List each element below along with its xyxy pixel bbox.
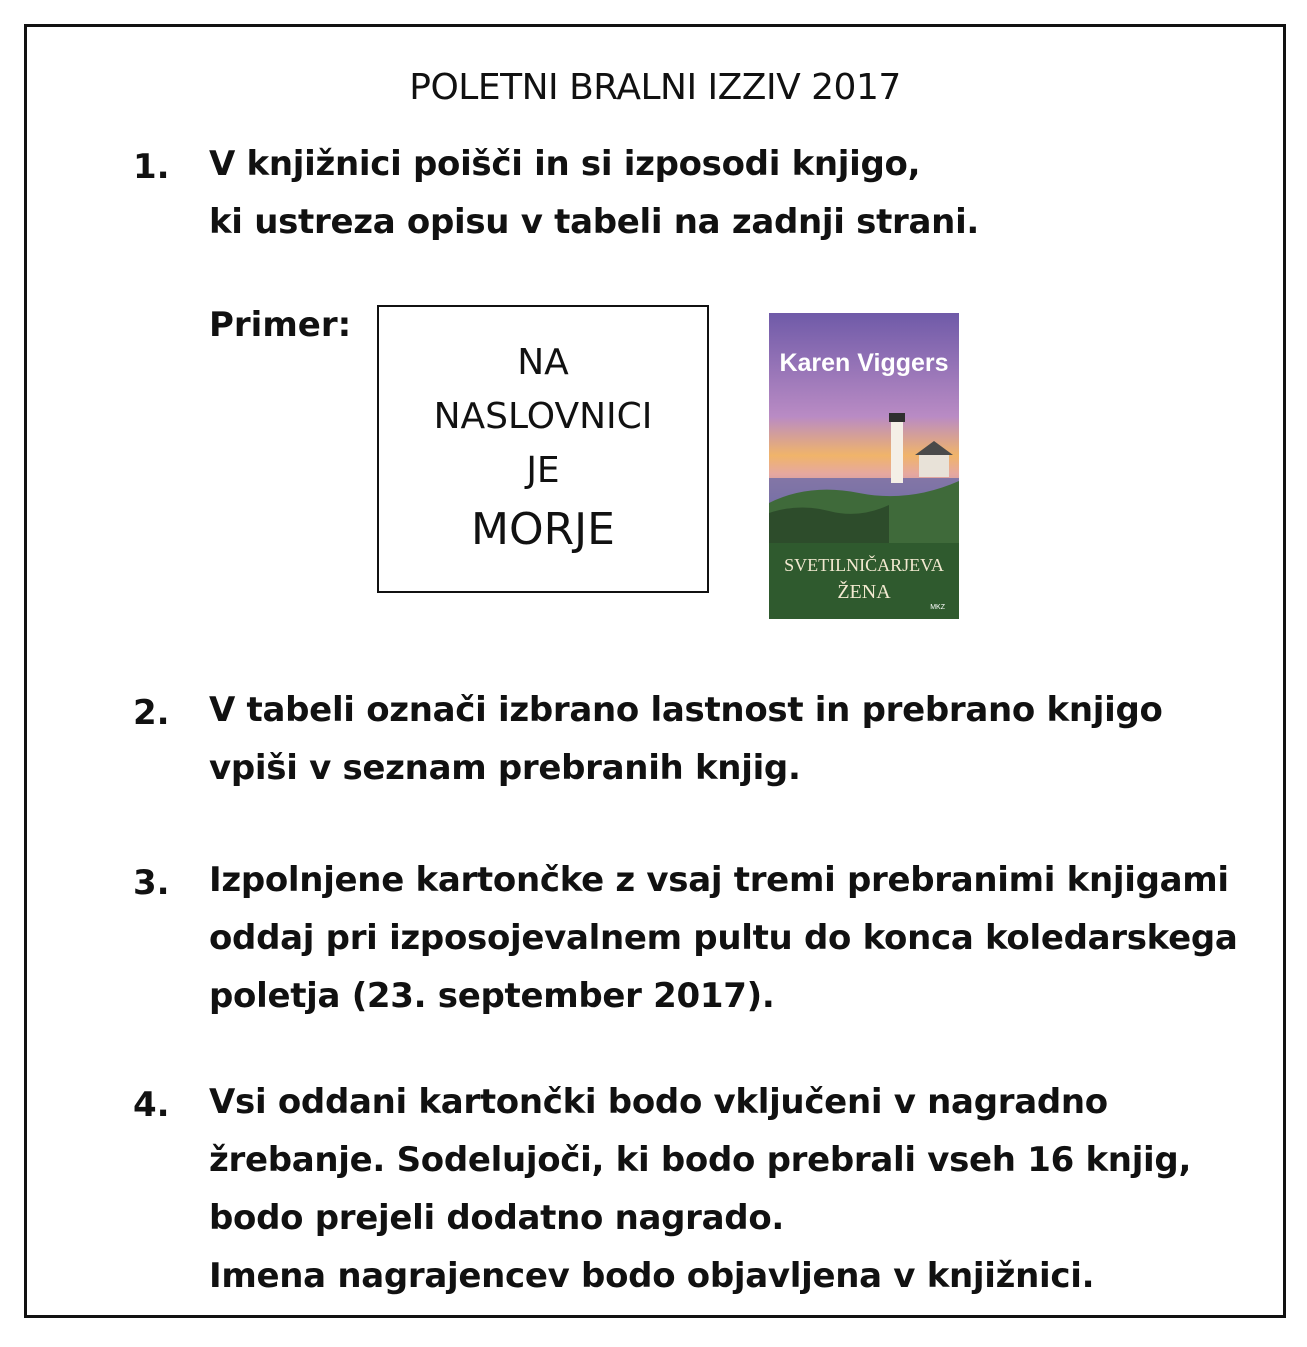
step-2-line-1: V tabeli označi izbrano lastnost in prebrano knjigo [209, 690, 1163, 730]
example-label: Primer: [209, 305, 352, 345]
page-frame [24, 24, 1286, 1318]
step-4-line-3: bodo prejeli dodatno nagrado. [209, 1198, 784, 1238]
cover-house [919, 453, 949, 477]
cover-title-line-1: SVETILNIČARJEVA [784, 555, 944, 575]
step-1-line-2: ki ustreza opisu v tabeli na zadnji strani. [209, 202, 980, 242]
cover-publisher: MKZ [930, 604, 945, 611]
book-cover-image [769, 313, 959, 619]
step-3-text [209, 851, 1238, 1025]
step-4-number: 4. [133, 1085, 170, 1125]
step-4-line-4: Imena nagrajencev bodo objavljena v knjižnici. [209, 1256, 1095, 1296]
step-4-line-2: žrebanje. Sodelujoči, ki bodo prebrali vseh 16 knjig, [209, 1140, 1192, 1180]
step-3-line-2: oddaj pri izposojevalnem pultu do konca koledarskega [209, 918, 1238, 958]
step-1-number: 1. [133, 147, 170, 187]
example-box-line-1: NA [517, 342, 569, 383]
step-1-line-1: V knjižnici poišči in si izposodi knjigo, [209, 144, 921, 184]
page-title: POLETNI BRALNI IZZIV 2017 [409, 67, 901, 108]
example-box-line-2: NASLOVNICI [433, 396, 653, 437]
cover-author: Karen Viggers [779, 349, 949, 377]
example-box-line-3: JE [526, 450, 560, 491]
cover-lighthouse-top [889, 413, 905, 422]
step-4-text [209, 1073, 1191, 1305]
cover-title-line-2: ŽENA [837, 581, 891, 603]
step-4-line-1: Vsi oddani kartončki bodo vključeni v nagradno [209, 1082, 1108, 1122]
cover-lighthouse [891, 421, 903, 483]
step-1-text [209, 135, 979, 251]
step-3-line-1: Izpolnjene kartončke z vsaj tremi prebranimi knjigami [209, 860, 1229, 900]
step-2-number: 2. [133, 693, 170, 733]
example-box [377, 305, 709, 593]
step-3-line-3: poletja (23. september 2017). [209, 976, 775, 1016]
step-2-line-2: vpiši v seznam prebranih knjig. [209, 748, 801, 788]
example-box-emphasis: MORJE [471, 504, 615, 555]
step-3-number: 3. [133, 863, 170, 903]
step-2-text [209, 681, 1163, 797]
